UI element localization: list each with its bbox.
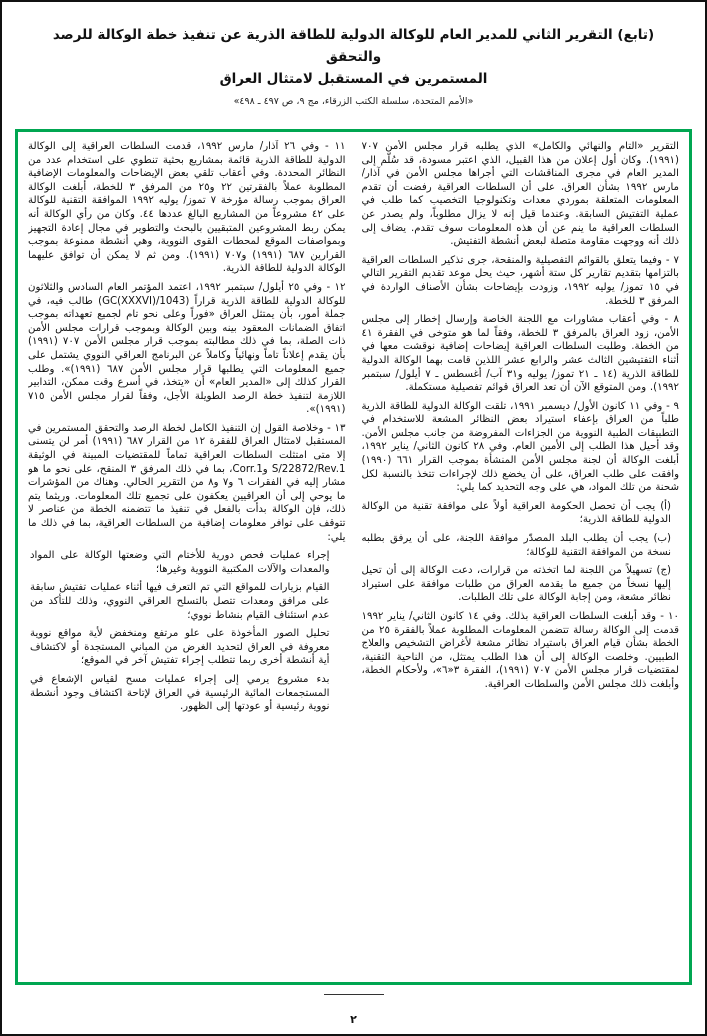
- list-item-imagery-analysis: تحليل الصور المأخوذة على علو مرتفع ومنخفض لأية مواقع نووية معروفة في العراق لتحديد الغرض من المباني المستجدة أو لاكتشاف أية أنشطة أخرى ربما تتطلب إجراء تفتيش آخر في الموقع؛: [30, 628, 330, 667]
- page-number: ٢: [350, 1013, 357, 1026]
- list-item-radiation-survey: بدء مشروع يرمي إلى إجراء عمليات مسح لقياس الإشعاع في المستجمعات المائية الرئيسية في العراق لإتاحة اكتشاف وجود أنشطة نووية رئيسية أو عودتها إلى الظهور.: [30, 673, 330, 713]
- list-item-seals-inspection: إجراء عمليات فحص دورية للأختام التي وضعتها الوكالة على المواد والمعدات والآلات المكتبية النووية وغيرها؛: [30, 550, 330, 575]
- paragraph-9: ٩ - وفي ١١ كانون الأول/ ديسمبر ١٩٩١، تلقت الوكالة الدولية للطاقة الذرية طلباً من العراق بإعفاء استيراد بعض النظائر المشعة للاستخدام في التطبيقات الطبية النووية من الجزاءات المفروضة من جانب مجلس الأمن. وقد أحيل هذا الطلب إلى الأمين العام. وفي ٢٨ كانون الثاني/ يناير ١٩٩٢، أبلغت الوكالة أن لجنة مجلس الأمن المنشأة بموجب القرار ٦٦١ (١٩٩٠) وافقت على طلب العراق، على أن يخضع ذلك لإجراءات تتخذ بالنسبة لكل شحنة من تلك المواد، هي على وجه التحديد كما يلي:: [361, 400, 679, 494]
- document-title-line2: المستمرين في المستقبل لامتثال العراق: [219, 71, 488, 87]
- document-source-citation: «الأمم المتحدة، سلسلة الكتب الزرقاء، مج ٩، ص ٤٩٧ ـ ٤٩٨»: [233, 96, 474, 107]
- list-item-site-visits: القيام بزيارات للمواقع التي تم التعرف فيها أثناء عمليات تفتيش سابقة على مرافق ومعدات تتصل بالتسلح العراقي النووي، وذلك للتأكد من عدم استئناف القيام بنشاط نووي؛: [30, 582, 330, 621]
- paragraph-10: ١٠ - وقد أبلغت السلطات العراقية بذلك. وفي ١٤ كانون الثاني/ يناير ١٩٩٢ قدمت إلى الوكالة رسالة تتضمن المعلومات المطلوبة عملاً بالفقرة ٢٥ من الخطة بشأن قيام العراق باستيراد نظائر مشعة لأغراض التشخيص والعلاج الطبيين. وخلصت الوكالة إلى أن هذا الطلب يمتثل، من الناحية التقنية، لمقتضيات قرار مجلس الأمن ٧٠٧ (١٩٩١)، الفقرة ٣«٦»، ولأحكام الخطة، وأبلغت ذلك مجلس الأمن والسلطات العراقية.: [361, 611, 679, 690]
- list-item-jeem: (ج) تسهيلاً من اللجنة لما اتخذته من قرارات، دعت الوكالة إلى أن تحيل إليها نسخاً من جميع ما يقدمه العراق من طلبات موافقة على استيراد نظائر مشعة، ومن إجابة الوكالة على تلك الطلبات.: [361, 565, 671, 604]
- document-footer: [2, 994, 705, 1026]
- document-header: [2, 2, 705, 113]
- list-item-baa: (ب) يجب أن يطلب البلد المصدّر موافقة اللجنة، على أن يرفق بطلبه نسخة من الموافقة التقنية للوكالة؛: [361, 533, 671, 558]
- two-column-layout: [28, 140, 679, 974]
- paragraph-continuation: التقرير «التام والنهائي والكامل» الذي يطلبه قرار مجلس الأمن ٧٠٧ (١٩٩١). وكان أول إعلان من هذا القبيل، الذي اعتبر مسودة، قد سُلّم إلى المدير العام في مجرى المناقشات التي أجراها مجلس الأمن في آذار/ مارس ١٩٩٢ بشأن العراق. على أن السلطات العراقية رفضت أن تقدم المعلومات المتعلقة بموردي معدات وتكنولوجيا التخصيب كما طلب في عملية التفتيش السابقة. وعندما قيل إنه لا يزال مطلوباً، ولم يصدر عن السلطات العراقية ما ينم عن أن هذه المعلومات سوف تقدم. يضاف إلى ذلك أنه ووجهت مقاومة متصلة لبعض أنشطة التفتيش.: [361, 141, 679, 248]
- paragraph-8: ٨ - وفي أعقاب مشاورات مع اللجنة الخاصة وإرسال إخطار إلى مجلس الأمن، زود العراق بالمرفق ٣ للخطة، وفقاً لما هو متوخى في الفقرة ٤١ من الخطة. وطلبت السلطات العراقية إيضاحات إضافية نوقشت معها في أثناء التفتيشين الثالث عشر والرابع عشر اللذين قامت بهما الوكالة الدولية للطاقة الذرية (١٤ ـ ٢١ تموز/ يوليه و٣١ آب/ أغسطس ـ ٧ أيلول/ سبتمبر ١٩٩٢). ومن المتوقع الآن أن تعد العراق قوائم تفصيلية مستكملة.: [361, 314, 679, 394]
- column-left: [28, 140, 346, 974]
- footer-divider: [324, 994, 384, 995]
- green-border-frame: [15, 129, 692, 985]
- paragraph-12: ١٢ - وفي ٢٥ أيلول/ سبتمبر ١٩٩٢، اعتمد المؤتمر العام السادس والثلاثون للوكالة الدولية للطاقة الذرية قراراً (GC(XXXVI)/1043) طالب فيه، في جملة أمور، بأن يمتثل العراق «فوراً وعلى نحو تام لجميع تعهداته بموجب اتفاق الضمانات المعقود بينه وبين الوكالة وبموجب قرارات مجلس الأمن ذات الصلة، بما في ذلك مطالبته بموجب قرار مجلس الأمن ٧٠٧ (١٩٩١) بأن يقدم إعلاناً تاماً ونهائياً وكاملاً عن البرنامج العراقي النووي يشتمل على جميع المعلومات التي يطلبها قرار مجلس الأمن ٦٨٧ (١٩٩١)». وطلب القرار كذلك إلى «المدير العام» أن «يتخذ، في أسرع وقت ممكن، التدابير اللازمة لتنفيذ خطة الرصد الطويلة الأجل، وفقاً لقرار مجلس الأمن ٧١٥ (١٩٩١)».: [28, 281, 346, 416]
- paragraph-11: ١١ - وفي ٢٦ آذار/ مارس ١٩٩٢، قدمت السلطات العراقية إلى الوكالة الدولية للطاقة الذرية قائمة بمشاريع بحثية تنطوي على استخدام عدد من النظائر المحددة. وفي أعقاب تلقي بعض الإيضاحات والمعلومات الإضافية المطلوبة عملاً بالفقرتين ٢٢ و٢٥ من المرفق ٣ للخطة، أبلغت الوكالة العراق بموجب رسالة مؤرخة ٧ تموز/ يوليه ١٩٩٢ الموافقة التقنية للوكالة على ٤٢ مشروعاً من المشاريع البالغ عددها ٤٤. وكان من رأي الوكالة أنه يمكن ربط المشروعين المتبقيين بالبحث والتطوير في مجال إعادة التجهيز وبمواصفات الموقع لمحطات القوى النووية، وهي أنشطة ممنوعة بموجب القرارين ٦٨٧ (١٩٩١) و٧٠٧ (١٩٩١). ومن ثم لا يمكن أن توافق عليهما الوكالة الدولية للطاقة الذرية.: [28, 141, 346, 275]
- list-item-alef: (أ) يجب أن تحصل الحكومة العراقية أولاً على موافقة تقنية من الوكالة الدولية للطاقة الذرية؛: [361, 500, 671, 526]
- column-right: [362, 140, 680, 974]
- paragraph-13: ١٣ - وخلاصة القول إن التنفيذ الكامل لخطة الرصد والتحقق المستمرين في المستقبل لامتثال العراق للفقرة ١٢ من القرار ٦٨٧ (١٩٩١) أمر لن يتسنى إلا متى امتثلت السلطات العراقية تماماً للمقتضيات المبينة في الوثيقة S/22872/Rev.1 وCorr.1، بما في ذلك المرفق ٣ المنقح، على نحو ما هو مشار إليه في الفقرات ٦ و٧ و٨ من التقرير الحالي. وهناك من المؤشرات ما يوحي إلى أن العراقيين يعكفون على تجميع تلك المعلومات. وريثما يتم ذلك، فإن الوكالة بدأت بالفعل في تنفيذ ما تتضمنه الخطة من عناصر لا تتوقف على توافر معلومات إضافية من السلطات العراقية، بما في ذلك ما يلي:: [28, 422, 346, 543]
- document-title-line1: (تابع) التقرير الثاني للمدير العام للوكالة الدولية للطاقة الذرية عن تنفيذ خطة الوكالة للرصد والتحقق: [52, 27, 655, 65]
- paragraph-7: ٧ - وفيما يتعلق بالقوائم التفصيلية والمنقحة، جرى تذكير السلطات العراقية بالتزامها بتقديم تقارير كل ستة أشهر، حيث يحل موعد تقديم التقرير التالي في ١٥ تموز/ يوليه ١٩٩٢، وزودت بإيضاحات بشأن الأصناف الواردة في المرفق ٣ للخطة.: [361, 254, 679, 307]
